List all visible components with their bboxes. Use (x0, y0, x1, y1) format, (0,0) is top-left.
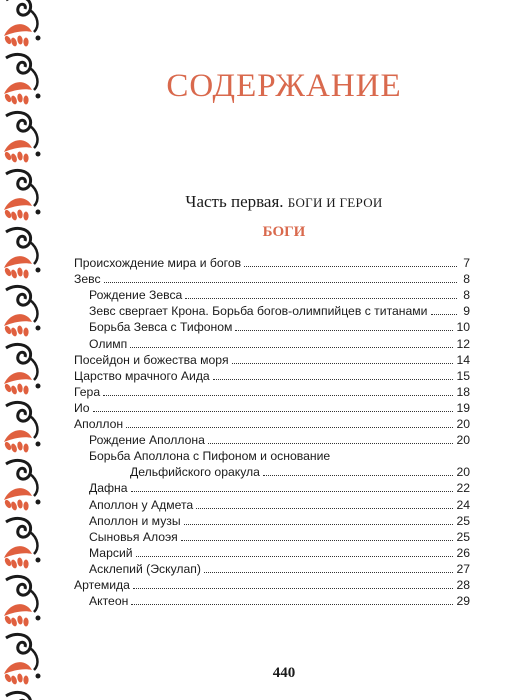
dot-leader (131, 490, 454, 492)
ornament-motif (3, 228, 40, 279)
toc-entry-page: 20 (456, 417, 470, 432)
toc-entry-label: Рождение Аполлона (89, 433, 205, 448)
toc-entry-page: 14 (456, 352, 470, 367)
toc-entry[interactable] (74, 512, 470, 528)
toc-entry[interactable] (74, 351, 470, 367)
toc-entry[interactable] (74, 399, 470, 415)
toc-entry[interactable] (74, 592, 470, 608)
toc-entry[interactable] (74, 383, 470, 399)
dot-leader (184, 523, 454, 525)
dot-leader (431, 313, 458, 315)
toc-entry[interactable] (74, 367, 470, 383)
toc-entry-page: 8 (463, 288, 470, 303)
toc-entry-label: Царство мрачного Аида (74, 368, 210, 383)
toc-entry-label: Происхождение мира и богов (74, 256, 242, 271)
dot-leader (185, 297, 457, 299)
dot-leader (204, 571, 454, 573)
toc-entry[interactable] (74, 334, 470, 350)
toc-entry[interactable] (74, 318, 470, 334)
toc-entry-label: Олимп (89, 336, 128, 351)
toc-entry-label: Зевс свергает Крона. Борьба богов-олимпийцев с титанами (89, 304, 428, 319)
part-heading (50, 192, 518, 212)
dot-leader (103, 394, 453, 396)
toc-entry-page: 25 (456, 529, 470, 544)
toc-entry-label: Посейдон и божества моря (74, 352, 229, 367)
dot-leader (235, 329, 453, 331)
dot-leader (196, 507, 453, 509)
toc-entry[interactable] (74, 270, 470, 286)
toc-entry-label: Дельфийского оракула (130, 465, 260, 480)
dot-leader (133, 587, 453, 589)
part-name: БОГИ И ГЕРОИ (287, 195, 383, 210)
toc-list (74, 254, 470, 608)
toc-entry-page: 20 (456, 433, 470, 448)
toc-entry-page: 10 (456, 320, 470, 335)
ornament-motif (3, 112, 40, 163)
toc-entry-label: Борьба Аполлона с Пифоном и основание (89, 449, 331, 464)
ornament-motif (3, 692, 40, 700)
toc-entry-page: 24 (456, 497, 470, 512)
toc-entry-page: 7 (463, 256, 470, 271)
toc-entry-page: 26 (456, 545, 470, 560)
toc-entry[interactable] (74, 560, 470, 576)
toc-entry-page: 8 (463, 272, 470, 287)
dot-leader (93, 410, 454, 412)
toc-entry[interactable] (74, 479, 470, 495)
toc-entry[interactable] (74, 415, 470, 431)
toc-entry-label: Ио (74, 400, 90, 415)
ornament-motif (3, 170, 40, 221)
dot-leader (130, 346, 453, 348)
toc-entry[interactable] (74, 254, 470, 270)
toc-entry-page: 15 (456, 368, 470, 383)
dot-leader (136, 555, 454, 557)
toc-entry[interactable] (74, 495, 470, 511)
dot-leader (232, 362, 454, 364)
toc-entry-page: 27 (456, 561, 470, 576)
toc-entry-label: Борьба Зевса с Тифоном (89, 320, 233, 335)
ornament-motif (3, 634, 40, 685)
ornament-motif (3, 518, 40, 569)
dot-leader (131, 603, 453, 605)
toc-entry[interactable] (74, 576, 470, 592)
toc-entry[interactable] (74, 463, 470, 479)
toc-entry-label: Дафна (89, 481, 128, 496)
dot-leader (126, 426, 453, 428)
toc-entry-label: Сыновья Алоэя (89, 529, 178, 544)
toc-entry-page: 25 (456, 513, 470, 528)
toc-entry-label: Зевс (74, 272, 101, 287)
ornament-motif (3, 460, 40, 511)
dot-leader (181, 539, 454, 541)
ornament-motif (3, 54, 40, 105)
dot-leader (263, 474, 454, 476)
toc-entry-label: Марсий (89, 545, 133, 560)
toc-entry-page: 29 (456, 594, 470, 609)
toc-entry-page: 22 (456, 481, 470, 496)
part-prefix: Часть первая. (185, 192, 284, 211)
toc-entry-label: Артемида (74, 577, 130, 592)
toc-entry-label: Асклепий (Эскулап) (89, 561, 201, 576)
toc-entry-page: 20 (456, 465, 470, 480)
toc-entry-label: Аполлон у Адмета (89, 497, 194, 512)
toc-entry-page: 18 (456, 384, 470, 399)
toc-entry-label: Актеон (89, 594, 129, 609)
dot-leader (208, 442, 454, 444)
toc-entry[interactable] (74, 302, 470, 318)
page-number: 440 (272, 665, 296, 681)
toc-entry-page: 9 (463, 304, 470, 319)
ornament-motif (3, 0, 40, 47)
toc-entry[interactable] (74, 544, 470, 560)
dot-leader (244, 265, 457, 267)
toc-entry[interactable] (74, 286, 470, 302)
toc-entry-page: 28 (456, 577, 470, 592)
section-heading: БОГИ (262, 224, 306, 240)
dot-leader (213, 378, 454, 380)
ornament-border-icon (0, 0, 50, 700)
toc-entry-page: 19 (456, 400, 470, 415)
page-title: СОДЕРЖАНИЕ (166, 68, 402, 104)
ornament-motif (3, 402, 40, 453)
toc-entry-page: 12 (456, 336, 470, 351)
toc-entry[interactable] (74, 528, 470, 544)
toc-entry-label: Аполлон (74, 417, 124, 432)
toc-entry-label: Рождение Зевса (89, 288, 183, 303)
toc-entry-label: Гера (74, 384, 101, 399)
dot-leader (104, 281, 457, 283)
toc-entry-line (74, 447, 470, 463)
ornament-motif (3, 286, 40, 337)
toc-entry[interactable] (74, 431, 470, 447)
ornament-motif (3, 576, 40, 627)
ornament-motif (3, 344, 40, 395)
toc-entry-label: Аполлон и музы (89, 513, 181, 528)
